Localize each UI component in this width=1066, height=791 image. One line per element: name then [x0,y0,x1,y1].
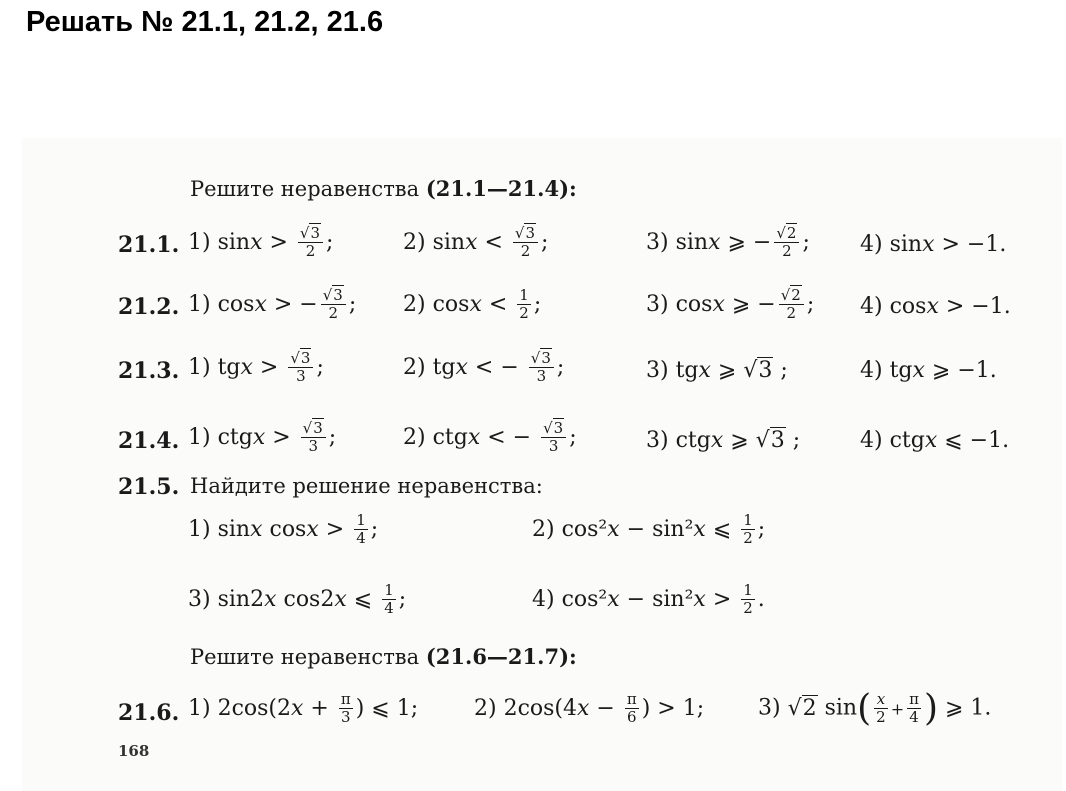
item-4: 4) sinx > −1. [860,232,1007,257]
problem-text: Найдите решение неравенства: [190,474,543,498]
problem-number: 21.2. [118,294,180,320]
problem-21-4 [118,418,1048,464]
item-2: 2) tgx < − $\frac{√3}{3}$ ; [403,349,565,386]
problem-number: 21.6. [118,700,180,726]
item-1: 1) tgx > $\frac{√3}{3}$ ; [188,349,324,386]
item-3: 3) tgx ⩾ √3 ; [646,358,788,383]
item-1: 1) sinx cosx > $\frac{1}{4}$ ; [188,511,379,548]
problem-number: 21.3. [118,358,180,384]
item-1: 1) cosx > − $\frac{√3}{2}$ ; [188,286,357,323]
problem-21-5-row-2 [188,580,988,630]
problem-21-3 [118,346,1048,392]
item-3: 3) √2 sin( $\frac{x}{2}$ + $\frac{\pi}{4}$ ) ⩾ 1. [758,688,992,729]
problem-number: 21.4. [118,428,180,454]
problem-21-5 [118,474,1048,504]
item-2: 2) cosx < $\frac{1}{2}$ ; [403,286,542,323]
problem-number: 21.5. [118,474,180,500]
item-4: 4) cos²x − sin²x > $\frac{1}{2}$ . [532,581,765,618]
item-4: 4) tgx ⩾ −1. [860,358,997,383]
section-heading-1 [190,176,577,201]
problem-21-6 [118,688,1058,740]
problem-number: 21.1. [118,232,180,258]
section-heading-range: (21.6—21.7): [425,644,577,669]
section-heading-text: Решите неравенства [190,645,426,669]
section-heading-range: (21.1—21.4): [425,176,577,201]
item-1: 1) ctgx > $\frac{√3}{3}$ ; [188,419,337,456]
item-2: 2) 2cos(4x − $\frac{\pi}{6}$ ) > 1; [474,690,705,727]
item-3: 3) ctgx ⩾ √3 ; [646,428,801,453]
item-2: 2) cos²x − sin²x ⩽ $\frac{1}{2}$ ; [532,511,766,548]
item-1: 1) 2cos(2x + $\frac{\pi}{3}$ ) ⩽ 1; [188,690,419,727]
problem-21-5-row-1 [188,510,988,560]
page-number: 168 [118,742,150,760]
item-4: 4) ctgx ⩽ −1. [860,428,1010,453]
item-3: 3) cosx ⩾ − $\frac{√2}{2}$ ; [646,286,815,323]
section-heading-2 [190,644,577,669]
item-4: 4) cosx > −1. [860,294,1011,319]
problem-21-2 [118,284,1048,330]
problem-21-1 [118,222,1048,268]
item-3: 3) sin2x cos2x ⩽ $\frac{1}{4}$ ; [188,581,407,618]
item-2: 2) ctgx < − $\frac{√3}{3}$ ; [403,419,577,456]
item-1: 1) sinx > $\frac{√3}{2}$ ; [188,224,334,261]
section-heading-text: Решите неравенства [190,177,426,201]
page-title: Решать № 21.1, 21.2, 21.6 [26,6,384,38]
item-2: 2) sinx < $\frac{√3}{2}$ ; [403,224,549,261]
item-3: 3) sinx ⩾ − $\frac{√2}{2}$ ; [646,224,810,261]
